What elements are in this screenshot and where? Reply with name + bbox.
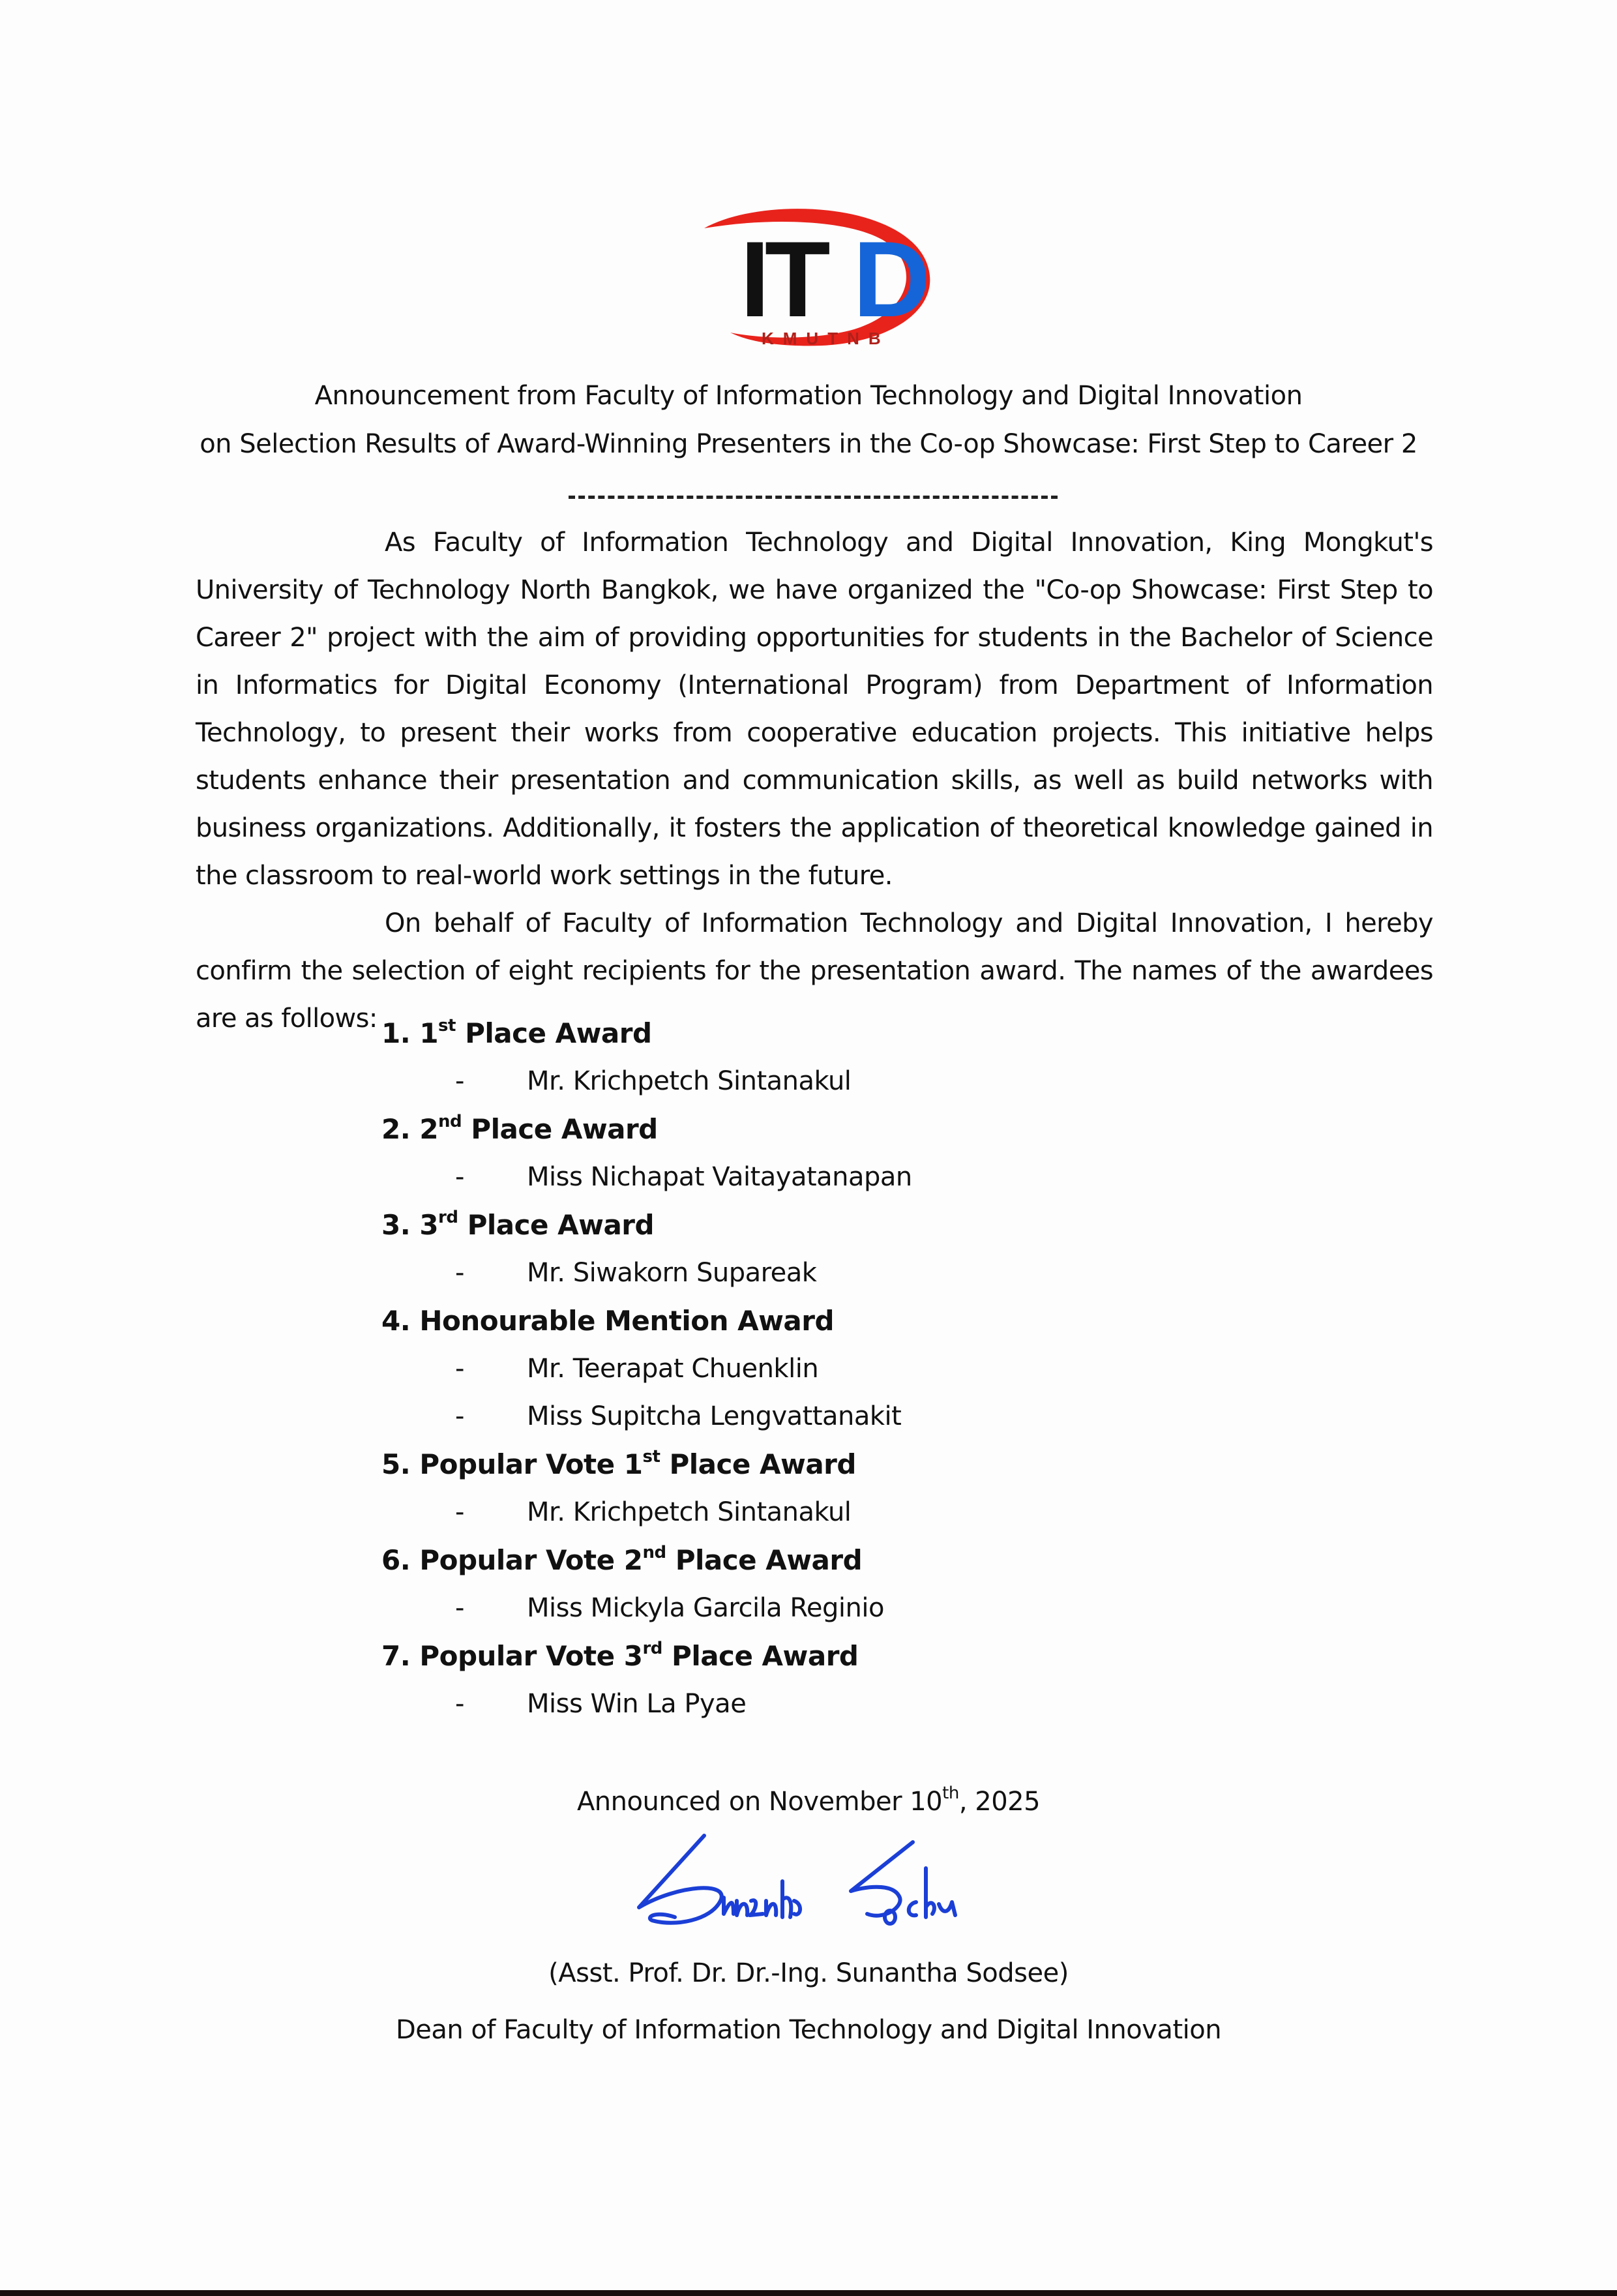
award-name: 2 xyxy=(419,1113,439,1145)
recipient-item xyxy=(381,1680,912,1728)
award-name-suffix: Place Award xyxy=(672,1640,859,1672)
award-title xyxy=(381,1009,912,1058)
award-name: Popular Vote 2 xyxy=(419,1544,643,1576)
award-name: Popular Vote 3 xyxy=(419,1640,643,1672)
itd-kmutnb-logo xyxy=(685,202,945,359)
award-title xyxy=(381,1440,912,1489)
announcement-title-line1: Announcement from Faculty of Information Technology and Digital Innovation xyxy=(314,381,1303,411)
logo-subtitle: KMUTNB xyxy=(762,329,890,348)
title-divider xyxy=(569,496,1058,499)
recipient-item xyxy=(381,1489,912,1536)
award-title xyxy=(381,1632,912,1680)
bullet-dash: - xyxy=(455,1689,464,1719)
award-number: 4. xyxy=(381,1305,411,1337)
award-name: Popular Vote 1 xyxy=(419,1448,643,1480)
award-ordinal-suffix: rd xyxy=(642,1639,662,1658)
award-title xyxy=(381,1297,912,1345)
award-number: 7. xyxy=(381,1640,411,1672)
signatory-name: (Asst. Prof. Dr. Dr.-Ing. Sunantha Sodsee) xyxy=(548,1958,1069,1988)
announcement-date xyxy=(0,1783,1617,1817)
recipient-name: Miss Mickyla Garcila Reginio xyxy=(527,1593,884,1623)
award-list xyxy=(381,1009,912,1728)
recipient-name: Miss Nichapat Vaitayatanapan xyxy=(527,1162,912,1192)
award-ordinal-suffix: nd xyxy=(438,1112,462,1131)
confirmation-paragraph-text: On behalf of Faculty of Information Technology and Digital Innovation, I hereby confirm the selection of eight recipients for the presentation award. The names of the awardees are as follows: xyxy=(196,908,1433,1034)
recipient-name: Mr. Teerapat Chuenklin xyxy=(527,1354,819,1384)
intro-paragraph-text: As Faculty of Information Technology and Digital Innovation, King Mongkut's University of Technology North Bangkok, we have organized the "Co-op Showcase: First Step to Career 2" project with the aim of providing opportunities for students in the Bachelor of Science in Informatics for Digital Economy (International Program) from Department of Information Technology, to present their works from cooperative education projects. This initiative helps students enhance their presentation and communication skills, as well as build networks with business organizations. Additionally, it fosters the application of theoretical knowledge gained in the classroom to real-world work settings in the future. xyxy=(196,528,1433,891)
award-ordinal-suffix: rd xyxy=(438,1208,458,1227)
date-ordinal: th xyxy=(942,1783,959,1803)
announcement-title-line2: on Selection Results of Award-Winning Presenters in the Co-op Showcase: First Step to Career 2 xyxy=(200,429,1417,459)
bullet-dash: - xyxy=(455,1258,464,1288)
recipient-item xyxy=(381,1058,912,1105)
bullet-dash: - xyxy=(455,1497,464,1527)
award-number: 1. xyxy=(381,1017,411,1049)
recipient-item xyxy=(381,1393,912,1440)
award-name-suffix: Place Award xyxy=(471,1113,658,1145)
date-text: Announced on November 10 xyxy=(576,1787,943,1817)
award-number: 3. xyxy=(381,1209,411,1241)
logo-letters-it: IT xyxy=(740,219,825,339)
award-name-suffix: Place Award xyxy=(467,1209,655,1241)
award-name-suffix: Place Award xyxy=(669,1448,856,1480)
signatory-position: Dean of Faculty of Information Technology and Digital Innovation xyxy=(395,2015,1222,2045)
recipient-item xyxy=(381,1345,912,1393)
recipient-item xyxy=(381,1249,912,1297)
scan-bottom-edge xyxy=(0,2290,1617,2296)
award-title xyxy=(381,1201,912,1249)
intro-paragraph xyxy=(196,519,1433,900)
recipient-name: Miss Win La Pyae xyxy=(527,1689,747,1719)
award-name-suffix: Place Award xyxy=(465,1017,652,1049)
award-ordinal-suffix: st xyxy=(438,1016,456,1036)
award-ordinal-suffix: nd xyxy=(642,1543,666,1562)
award-name: Honourable Mention Award xyxy=(419,1305,835,1337)
handwritten-signature xyxy=(626,1829,1043,1927)
recipient-name: Mr. Krichpetch Sintanakul xyxy=(527,1497,852,1527)
award-name: 1 xyxy=(419,1017,439,1049)
bullet-dash: - xyxy=(455,1162,464,1192)
recipient-item xyxy=(381,1154,912,1201)
recipient-name: Mr. Krichpetch Sintanakul xyxy=(527,1066,852,1096)
award-title xyxy=(381,1536,912,1585)
recipient-item xyxy=(381,1585,912,1632)
bullet-dash: - xyxy=(455,1066,464,1096)
logo-letter-d: D xyxy=(853,219,931,339)
award-ordinal-suffix: st xyxy=(642,1447,660,1467)
award-number: 2. xyxy=(381,1113,411,1145)
award-title xyxy=(381,1105,912,1154)
award-name: 3 xyxy=(419,1209,439,1241)
recipient-name: Miss Supitcha Lengvattanakit xyxy=(527,1401,902,1431)
bullet-dash: - xyxy=(455,1593,464,1623)
bullet-dash: - xyxy=(455,1401,464,1431)
recipient-name: Mr. Siwakorn Supareak xyxy=(527,1258,817,1288)
bullet-dash: - xyxy=(455,1354,464,1384)
award-number: 5. xyxy=(381,1448,411,1480)
award-name-suffix: Place Award xyxy=(675,1544,863,1576)
award-number: 6. xyxy=(381,1544,411,1576)
date-year: , 2025 xyxy=(958,1787,1041,1817)
